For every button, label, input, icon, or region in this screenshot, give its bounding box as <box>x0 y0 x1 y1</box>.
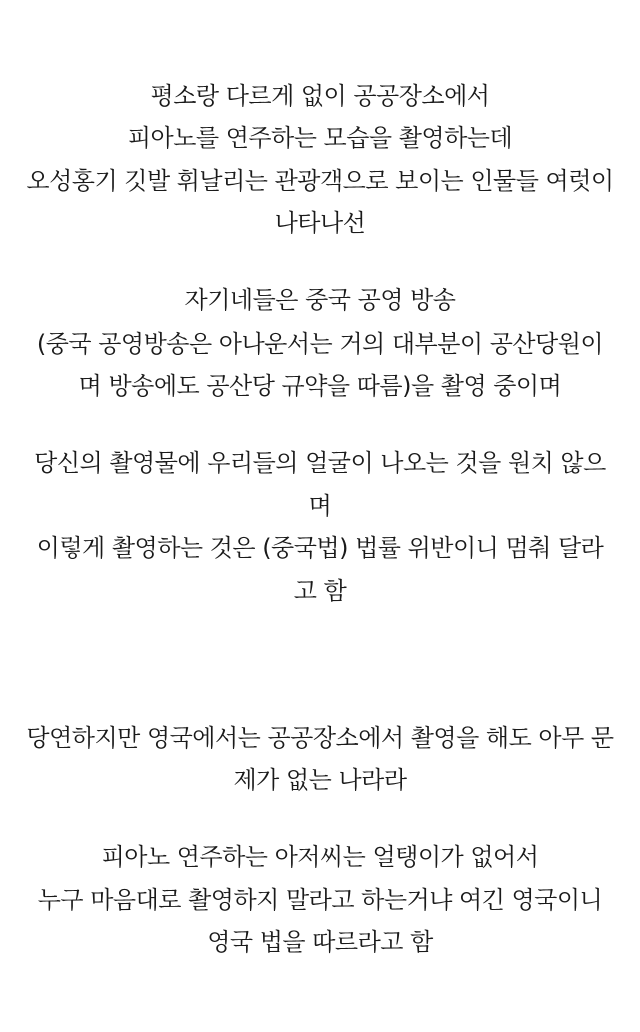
text-line: 제가 없는 나라라 <box>233 766 407 794</box>
text-line: 누구 마음대로 촬영하지 말라고 하는거냐 여긴 영국이니 <box>37 886 603 914</box>
text-line: 며 방송에도 공산당 규약을 따름)을 촬영 중이며 <box>78 372 562 400</box>
text-line: 며 <box>308 492 332 520</box>
text-line: 영국 법을 따르라고 함 <box>207 928 433 956</box>
text-line: 피아노 연주하는 아저씨는 얼탱이가 없어서 <box>101 843 539 871</box>
text-line: 당신의 촬영물에 우리들의 얼굴이 나오는 것을 원치 않으 <box>34 449 606 477</box>
text-line: 당연하지만 영국에서는 공공장소에서 촬영을 해도 아무 문 <box>26 724 614 752</box>
text-line: 고 함 <box>293 577 347 605</box>
text-line: 나타나선 <box>274 209 366 237</box>
text-line: (중국 공영방송은 아나운서는 거의 대부분이 공산당원이 <box>36 330 604 358</box>
text-line: 오성홍기 깃발 휘날리는 관광객으로 보이는 인물들 여럿이 <box>26 167 614 195</box>
text-line: 평소랑 다르게 없이 공공장소에서 <box>150 82 490 110</box>
text-line: 자기네들은 중국 공영 방송 <box>184 286 456 314</box>
text-line: 이렇게 촬영하는 것은 (중국법) 법률 위반이니 멈춰 달라 <box>36 534 604 562</box>
text-line: 피아노를 연주하는 모습을 촬영하는데 <box>127 124 513 152</box>
